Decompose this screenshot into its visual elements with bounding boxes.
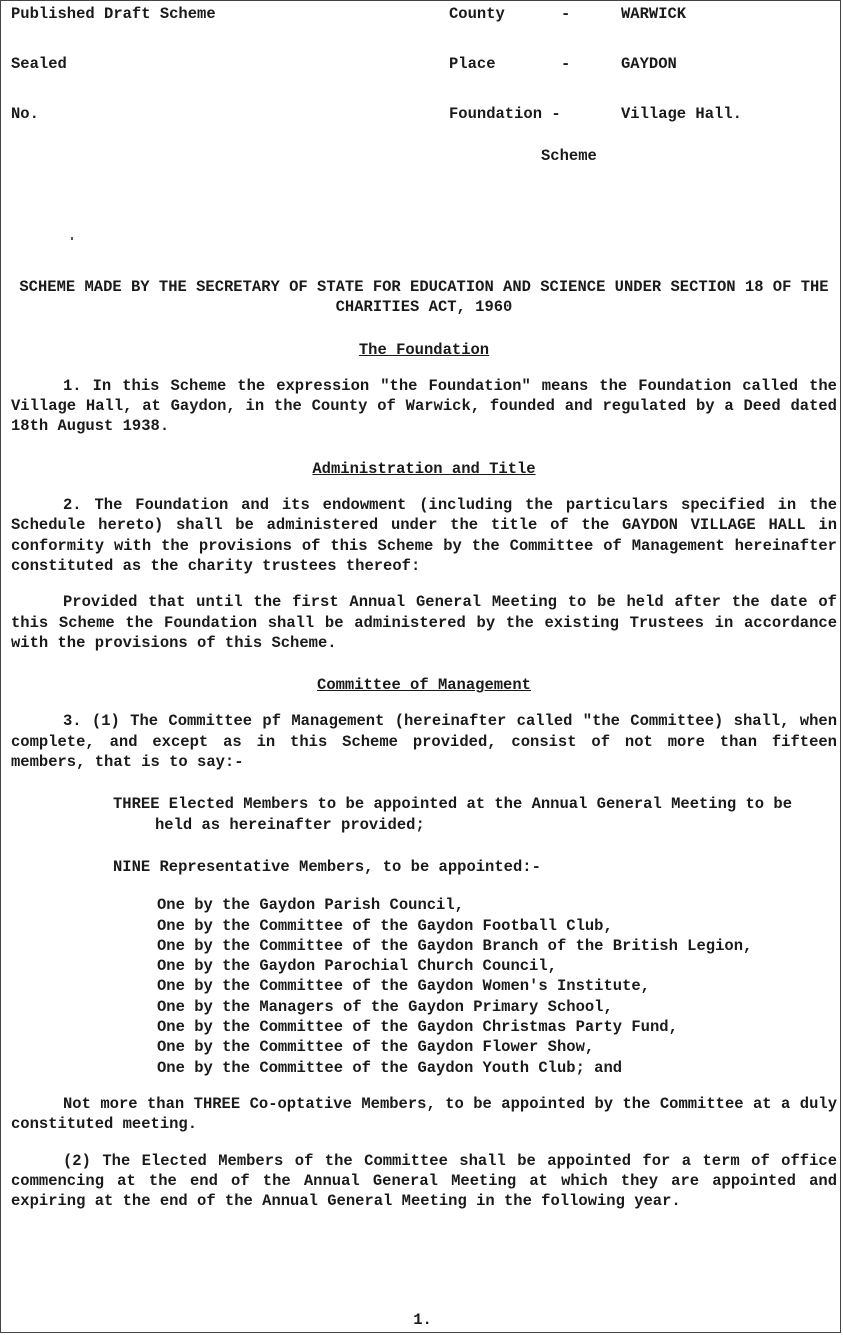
- foundation-value: Village Hall.: [621, 105, 742, 123]
- heading-administration: Administration and Title: [312, 459, 536, 478]
- county-label: County: [449, 5, 505, 23]
- cooptative-members: Not more than THREE Co-optative Members, to be appointed by the Committee at a duly constituted meeting.: [11, 1094, 837, 1134]
- page-number: 1.: [413, 1311, 432, 1329]
- list-item: One by the Committee of the Gaydon Branch of the British Legion,: [157, 936, 753, 955]
- clause-2-proviso: Provided that until the first Annual General Meeting to be held after the date of this Scheme the Foundation shall be administered by the existing Trustees in accordance with the provisions of this Scheme.: [11, 593, 837, 652]
- clause-2: 2. The Foundation and its endowment (including the particulars specified in the Schedule hereto) shall be administered under the title of the GAYDON VILLAGE HALL in conformity with the provisions of this Scheme by the Committee of Management hereinafter constituted as the charity trustees thereof:: [11, 496, 837, 575]
- list-item: One by the Gaydon Parish Council,: [157, 896, 464, 915]
- scheme-title: SCHEME MADE BY THE SECRETARY OF STATE FOR EDUCATION AND SCIENCE UNDER SECTION 18 OF THE CHARITIES ACT, 1960: [19, 278, 829, 317]
- list-item: One by the Managers of the Gaydon Primary School,: [157, 997, 613, 1016]
- list-item: One by the Committee of the Gaydon Christmas Party Fund,: [157, 1018, 678, 1037]
- place-dash: -: [561, 55, 571, 73]
- scheme-label: Scheme: [541, 147, 597, 165]
- place-label: Place: [449, 55, 496, 73]
- place-value: GAYDON: [621, 55, 677, 73]
- list-item: One by the Committee of the Gaydon Football Club,: [157, 916, 613, 935]
- sealed-label: Sealed: [11, 55, 67, 73]
- list-item: One by the Committee of the Gaydon Flower Show,: [157, 1038, 595, 1057]
- scan-speck: [71, 237, 73, 240]
- clause-3-1: 3. (1) The Committee pf Management (hereinafter called "the Committee) shall, when complete, and except as in this Scheme provided, consist of not more than fifteen members, that is to say:-: [11, 712, 837, 772]
- scheme-body: [11, 277, 837, 1211]
- county-value: WARWICK: [621, 5, 687, 23]
- representative-list: [157, 895, 837, 1078]
- published-draft-label: Published Draft Scheme: [11, 5, 216, 23]
- foundation-label: Foundation -: [449, 105, 561, 123]
- heading-committee: Committee of Management: [317, 676, 531, 695]
- county-dash: -: [561, 5, 571, 23]
- heading-foundation: The Foundation: [358, 340, 490, 359]
- list-item: One by the Gaydon Parochial Church Council,: [157, 957, 557, 976]
- list-item: One by the Committee of the Gaydon Youth Club; and: [157, 1058, 623, 1077]
- clause-1: 1. In this Scheme the expression "the Foundation" means the Foundation called the Village Hall, at Gaydon, in the County of Warwick, founded and regulated by a Deed dated 18th August 1938.: [11, 376, 837, 436]
- number-label: No.: [11, 105, 39, 123]
- list-item: One by the Committee of the Gaydon Women's Institute,: [157, 977, 650, 996]
- representative-members: NINE Representative Members, to be appointed:-: [113, 857, 541, 876]
- elected-members: THREE Elected Members to be appointed at the Annual General Meeting to be held as hereinafter provided;: [113, 795, 793, 834]
- clause-3-2: (2) The Elected Members of the Committee shall be appointed for a term of office commencing at the end of the Annual General Meeting at which they are appointed and expiring at the end of the Annual General Meeting in the following year.: [11, 1151, 837, 1211]
